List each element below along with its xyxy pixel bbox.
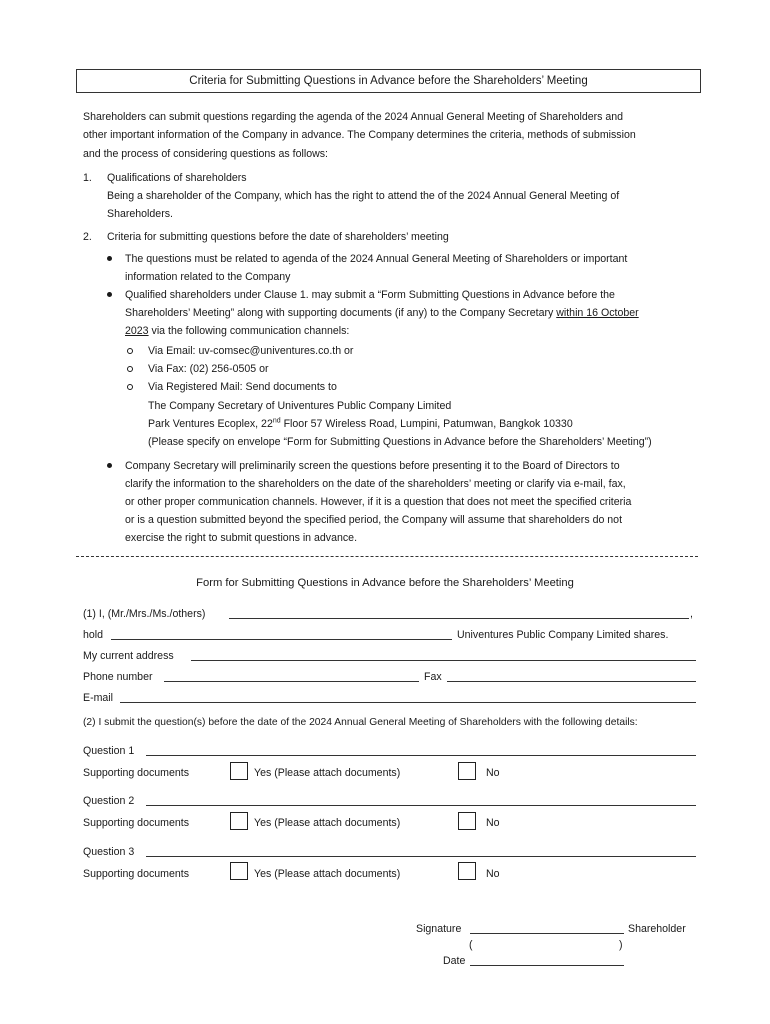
shares-field[interactable] [111,629,452,640]
section-1-number: 1. [83,172,92,184]
signature-suffix: Shareholder [628,923,686,935]
question-2-field[interactable] [146,795,696,806]
cut-line-divider [76,556,698,557]
question-2-label: Question 2 [83,795,135,807]
bullet-3-line-3: or other proper communication channels. However, if it is a question that does not meet the specified criteria [125,496,632,508]
section-2-number: 2. [83,231,92,243]
circle-bullet-icon [127,366,133,372]
bullet-3-line-5: exercise the right to submit questions in advance. [125,532,358,544]
address-line-1: The Company Secretary of Univentures Public Company Limited [148,400,452,412]
form-title: Form for Submitting Questions in Advance before the Shareholders’ Meeting [196,577,574,589]
name-comma: , [690,608,693,620]
question-1-yes-checkbox[interactable] [230,762,248,780]
question-1-yes-label: Yes (Please attach documents) [254,767,401,779]
bullet-2-line-3-text: via the following communication channels: [148,325,350,337]
address-field[interactable] [191,650,696,661]
question-2-yes-checkbox[interactable] [230,812,248,830]
section-1-line-1: Being a shareholder of the Company, which has the right to attend the of the 2024 Annual General Meeting of [107,190,620,202]
question-1-no-checkbox[interactable] [458,762,476,780]
bullet-1-line-2: information related to the Company [125,271,291,283]
bullet-icon [107,256,112,261]
name-field[interactable] [229,608,689,619]
fax-field[interactable] [447,671,696,682]
intro-line-1: Shareholders can submit questions regarding the agenda of the 2024 Annual General Meeting of Shareholders and [83,111,624,123]
bullet-1-line-1: The questions must be related to agenda of the 2024 Annual General Meeting of Shareholders or important [125,253,628,265]
question-2-yes-label: Yes (Please attach documents) [254,817,401,829]
email-field[interactable] [120,692,696,703]
channel-email [148,342,353,360]
address-line-2a: Park Ventures Ecoplex, 22 [148,418,273,430]
address-line-2 [148,415,573,433]
bullet-2-line-1: Qualified shareholders under Clause 1. may submit a “Form Submitting Questions in Advance before the [125,289,615,301]
channel-mail [148,378,337,396]
fax-label: Fax [424,671,442,683]
question-1-field[interactable] [146,745,696,756]
paren-close: ) [619,939,623,951]
date-label: Date [443,955,466,967]
question-3-yes-label: Yes (Please attach documents) [254,868,401,880]
question-3-no-checkbox[interactable] [458,862,476,880]
hold-label: hold [83,629,104,641]
channel-fax [148,360,269,378]
submit-statement: (2) I submit the question(s) before the date of the 2024 Annual General Meeting of Shareholders with the following details: [83,717,638,728]
channel-email-value: uv-comsec@univentures.co.th or [195,345,354,357]
channel-fax-value: (02) 256-0505 or [186,363,269,375]
channel-mail-label: Via Registered Mail: [148,381,243,393]
question-2-support-label: Supporting documents [83,817,190,829]
address-label: My current address [83,650,174,662]
address-line-2b: Floor 57 Wireless Road, Lumpini, Patumwan, Bangkok 10330 [280,418,573,430]
question-2-no-checkbox[interactable] [458,812,476,830]
question-3-label: Question 3 [83,846,135,858]
deadline-year: 2023 [125,325,149,337]
name-label: (1) I, (Mr./Mrs./Ms./others) [83,608,206,620]
question-1-no-label: No [486,767,500,779]
bullet-2-line-2 [125,304,639,322]
channel-fax-label: Via Fax: [148,363,187,375]
address-superscript: nd [272,417,281,425]
intro-line-2: other important information of the Company in advance. The Company determines the criteria, methods of submission [83,129,636,141]
intro-line-3: and the process of considering questions as follows: [83,148,328,160]
bullet-3-line-2: clarify the information to the shareholders on the date of the shareholders’ meeting or clarify via e-mail, fax, [125,478,626,490]
section-1-heading: Qualifications of shareholders [107,172,247,184]
address-line-3: (Please specify on envelope “Form for Submitting Questions in Advance before the Shareholders’ Meeting”) [148,436,652,448]
question-3-support-label: Supporting documents [83,868,190,880]
deadline-date: within 16 October [556,307,639,319]
section-1-line-2: Shareholders. [107,208,173,220]
bullet-icon [107,463,112,468]
question-1-support-label: Supporting documents [83,767,190,779]
bullet-3-line-1: Company Secretary will preliminarily screen the questions before presenting it to the Board of Directors to [125,460,620,472]
circle-bullet-icon [127,348,133,354]
channel-email-label: Via Email: [148,345,196,357]
phone-field[interactable] [164,671,419,682]
paren-open: ( [469,939,473,951]
hold-suffix: Univentures Public Company Limited shares. [457,629,669,641]
bullet-2-line-2-text: Shareholders’ Meeting” along with supporting documents (if any) to the Company Secretary [125,307,557,319]
email-label: E-mail [83,692,114,704]
signature-field[interactable] [470,923,624,934]
question-3-no-label: No [486,868,500,880]
bullet-2-line-3 [125,322,349,340]
channel-mail-value: Send documents to [242,381,337,393]
phone-label: Phone number [83,671,153,683]
bullet-3-line-4: or is a question submitted beyond the specified period, the Company will assume that shareholders do not [125,514,623,526]
question-2-no-label: No [486,817,500,829]
date-field[interactable] [470,955,624,966]
section-2-heading: Criteria for submitting questions before the date of shareholders’ meeting [107,231,449,243]
criteria-title: Criteria for Submitting Questions in Advance before the Shareholders’ Meeting [76,69,701,93]
signature-label: Signature [416,923,462,935]
circle-bullet-icon [127,384,133,390]
question-3-field[interactable] [146,846,696,857]
question-1-label: Question 1 [83,745,135,757]
bullet-icon [107,292,112,297]
question-3-yes-checkbox[interactable] [230,862,248,880]
